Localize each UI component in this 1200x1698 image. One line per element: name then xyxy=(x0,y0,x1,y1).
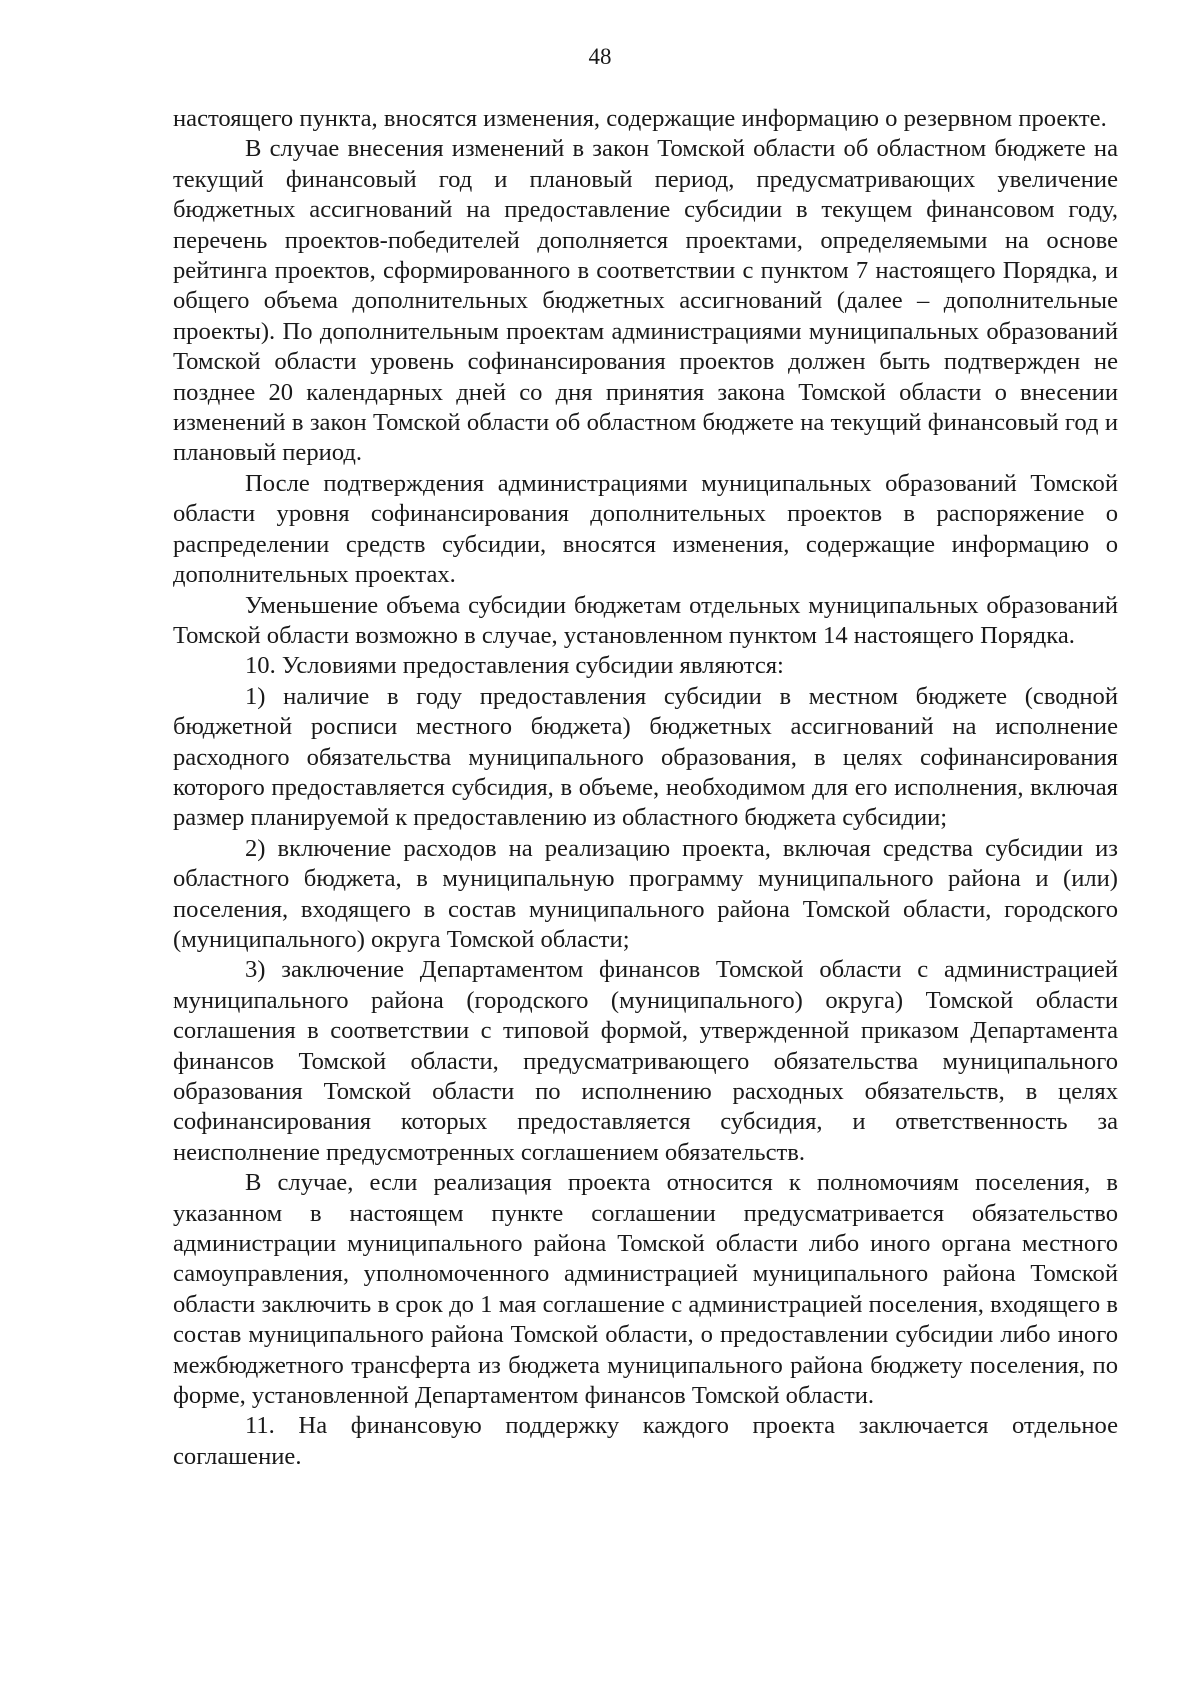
paragraph-budget-increase: В случае внесения изменений в закон Томской области об областном бюджете на текущий финансовый год и плановый период, предусматривающих увеличение бюджетных ассигнований на предоставление субсидии в текущем финансовом году, перечень проектов-победителей дополняется проектами, определяемыми на основе рейтинга проектов, сформированного в соответствии с пунктом 7 настоящего Порядка, и общего объема дополнительных бюджетных ассигнований (далее – дополнительные проекты). По дополнительным проектам администрациями муниципальных образований Томской области уровень софинансирования проектов должен быть подтвержден не позднее 20 календарных дней со дня принятия закона Томской области о внесении изменений в закон Томской области об областном бюджете на текущий финансовый год и плановый период. xyxy=(173,135,1118,467)
paragraph-item-11: 11. На финансовую поддержку каждого проекта заключается отдельное соглашение. xyxy=(173,1412,1118,1470)
page-number: 48 xyxy=(588,44,612,69)
paragraph-condition-1: 1) наличие в году предоставления субсидии в местном бюджете (сводной бюджетной росписи местного бюджета) бюджетных ассигнований на исполнение расходного обязательства муниципального образования, в целях софинансирования которого предоставляется субсидия, в объеме, необходимом для его исполнения, включая размер планируемой к предоставлению из областного бюджета субсидии; xyxy=(173,682,1118,832)
document-body xyxy=(173,104,1118,1472)
paragraph-settlement-powers: В случае, если реализация проекта относится к полномочиям поселения, в указанном в настоящем пункте соглашении предусматривается обязательство администрации муниципального района Томской области либо иного органа местного самоуправления, уполномоченного администрацией муниципального района Томской области заключить в срок до 1 мая соглашение с администрацией поселения, входящего в состав муниципального района Томской области, о предоставлении субсидии либо иного межбюджетного трансферта из бюджета муниципального района бюджету поселения, по форме, установленной Департаментом финансов Томской области. xyxy=(173,1169,1118,1410)
paragraph-condition-3: 3) заключение Департаментом финансов Томской области с администрацией муниципального района (городского (муниципального) округа) Томской области соглашения в соответствии с типовой формой, утвержденной приказом Департамента финансов Томской области, предусматривающего обязательства муниципального образования Томской области по исполнению расходных обязательств, в целях софинансирования которых предоставляется субсидия, и ответственность за неисполнение предусмотренных соглашением обязательств. xyxy=(173,956,1118,1166)
paragraph-condition-2: 2) включение расходов на реализацию проекта, включая средства субсидии из областного бюджета, в муниципальную программу муниципального района и (или) поселения, входящего в состав муниципального района Томской области, городского (муниципального) округа Томской области; xyxy=(173,834,1118,953)
paragraph-subsidy-reduction: Уменьшение объема субсидии бюджетам отдельных муниципальных образований Томской области возможно в случае, установленном пунктом 14 настоящего Порядка. xyxy=(173,591,1118,649)
paragraph-reserve-project-end: настоящего пункта, вносятся изменения, содержащие информацию о резервном проекте. xyxy=(173,105,1107,132)
paragraph-cofinancing-confirmation: После подтверждения администрациями муниципальных образований Томской области уровня софинансирования дополнительных проектов в распоряжение о распределении средств субсидии, вносятся изменения, содержащие информацию о дополнительных проектах. xyxy=(173,469,1118,589)
paragraph-item-10-heading: 10. Условиями предоставления субсидии являются: xyxy=(245,652,784,680)
